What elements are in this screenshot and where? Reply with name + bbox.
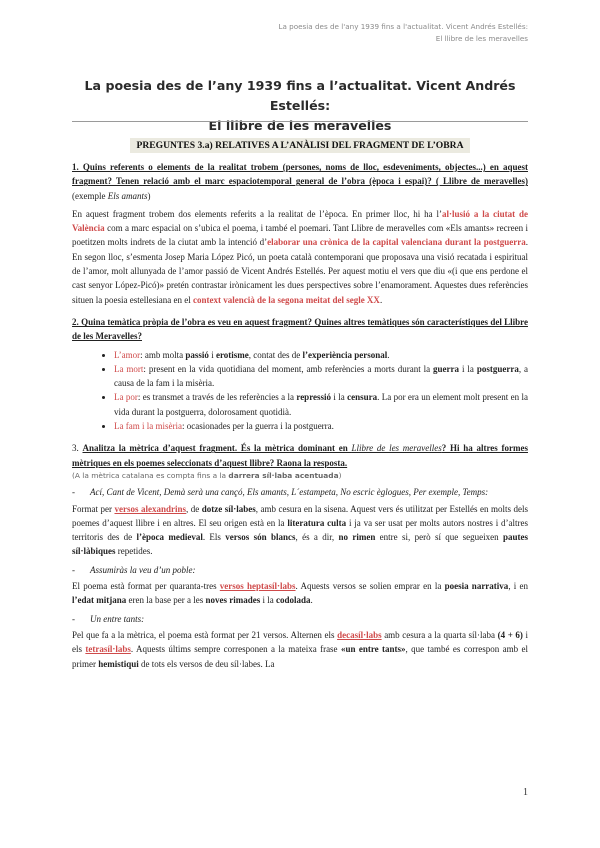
answer-bold: l’edat mitjana <box>72 595 127 606</box>
theme-label: La mort <box>114 363 144 374</box>
answer-bold: hemistiqui <box>98 658 139 669</box>
list-item <box>90 612 528 626</box>
answer-bold: poesia narrativa <box>444 581 509 592</box>
theme-label: La por <box>114 392 138 403</box>
answer-text: , de <box>185 503 202 514</box>
poems-group-2 <box>72 563 528 577</box>
answer-1-text-c: . En segon lloc, s’esmenta Josep Maria López Picó, un poeta català contemporani que proposava una visió recatada i espiritual de l’amor, molt allunyada de l’amor passió de Vicent Andrés Estellés. Per aquest motiu el vers que diu «(i que ens perdone el cast senyor López-Picó)» pretén contrastar irònicament les dues perspectives sobre l’enamorament. Aquestes dues referències situen la poesia estellesiana en el <box>72 237 528 305</box>
highlight-heptasillabs: versos heptasíl·labs <box>219 581 296 592</box>
list-item <box>90 563 528 577</box>
document-title-line2: El llibre de les meravelles <box>208 118 392 133</box>
answer-bold: codolada <box>275 595 311 606</box>
metrics-note-bold: darrera síl·laba acentuada <box>228 470 339 480</box>
theme-label: L’amor <box>114 349 141 360</box>
answer-1-text-b: com a marc espacial on s’ubica el poema, i també el poemari. Tant Llibre de meravelles com «Els amants» recreen i poetitzen molts indrets de la ciutat amb la intenció d’ <box>72 223 528 248</box>
metrics-note-end: ) <box>338 470 342 480</box>
theme-text: : es transmet a través de les referències a la <box>137 392 297 403</box>
theme-bold: repressió <box>296 392 332 403</box>
theme-text: i <box>208 349 216 360</box>
question-3-book-title: Llibre de les meravelles <box>351 443 442 454</box>
answer-bold: pautes síl·làbiques <box>72 532 528 557</box>
running-header-line2: El llibre de les meravelles <box>435 33 528 43</box>
answer-text: i la <box>260 595 276 606</box>
answer-text: de tots els versos de deu síl·labes. La <box>138 658 275 669</box>
answer-text: . <box>310 595 313 606</box>
answer-1-highlight-cronica: elaborar una crònica de la capital valenciana durant la postguerra <box>267 237 526 248</box>
list-item <box>114 419 528 433</box>
answer-1-highlight-valencia: al·lusió a la ciutat de València <box>72 208 528 234</box>
answer-text: entre si, però sí que segueixen <box>375 532 503 543</box>
answer-text: Pel que fa a la mètrica, el poema està format per 21 versos. Alternen els <box>72 629 338 640</box>
answer-text: , és a dir, <box>295 532 339 543</box>
answer-text: . Els <box>202 532 226 543</box>
theme-label: La fam i la misèria <box>114 421 182 432</box>
question-3-number: 3. <box>72 443 83 454</box>
theme-bold: erotisme <box>215 349 249 360</box>
section-heading <box>72 140 528 151</box>
theme-text: i la <box>459 363 477 374</box>
answer-bold: (4 + 6) <box>497 629 523 640</box>
answer-bold: l’època medieval <box>136 532 203 543</box>
highlight-tetrasillabs: tetrasíl·labs <box>85 644 131 655</box>
answer-text: Format per <box>72 503 115 514</box>
question-1-text: 1. Quins referents o elements de la realitat trobem (persones, noms de lloc, esdeveniments, objectes...) en aquest fragment? Tenen relació amb el marc espaciotemporal general de l’obra (època i espai)? ( Llibre de meravelles) <box>72 162 528 187</box>
metrics-answer-2 <box>72 579 528 608</box>
answer-bold: «un entre tants» <box>340 644 406 655</box>
answer-text: . Aquests versos se solien emprar en la <box>295 581 445 592</box>
answer-text: , que també es correspon amb el primer <box>72 644 528 669</box>
theme-text: i la <box>331 392 348 403</box>
list-item <box>90 485 528 499</box>
question-1 <box>72 160 528 203</box>
document-title-line1: La poesia des de l’any 1939 fins a l’actualitat. Vicent Andrés Estellés: <box>84 78 516 113</box>
answer-bold: no rimen <box>338 532 376 543</box>
document-body <box>72 160 528 679</box>
question-1-example-end: ) <box>147 190 151 201</box>
answer-1-highlight-context: context valencià de la segona meitat del segle XX <box>192 294 380 305</box>
theme-bold: censura <box>347 392 378 403</box>
title-divider <box>72 121 528 122</box>
theme-bold: postguerra <box>476 363 519 374</box>
theme-text: : present en la vida quotidiana del moment, amb referències a morts durant la <box>143 363 434 374</box>
answer-text: i els <box>72 629 529 655</box>
highlight-alexandrins: versos alexandrins <box>114 503 186 514</box>
question-1-example-title: Els amants <box>107 190 148 201</box>
theme-list <box>72 348 528 434</box>
theme-text: , a causa de la fam i la misèria. <box>114 363 528 389</box>
metrics-note-text: (A la mètrica catalana es compta fins a la <box>72 470 229 480</box>
theme-text: : amb molta <box>140 349 186 360</box>
question-3 <box>72 441 528 470</box>
metrics-answer-1 <box>72 502 528 559</box>
theme-text: . La por era un element molt present en la vida durant la postguerra, dolorosament quotidià. <box>114 392 529 417</box>
theme-text: , contat des de <box>248 349 303 360</box>
running-header <box>228 21 528 44</box>
answer-bold: noves rimades <box>205 595 261 606</box>
page-number: 1 <box>523 787 528 798</box>
answer-text: , amb cesura en la sisena. Aquest vers és utilitzat per Estellés en molts dels poemes d’aquest llibre i en altres. El seu origen està en la <box>72 503 529 528</box>
metrics-note <box>72 469 528 483</box>
poems-list-3: Un entre tants: <box>90 613 145 624</box>
theme-text: : ocasionades per la guerra i la postguerra. <box>181 421 334 432</box>
answer-bold: versos són blancs <box>225 532 296 543</box>
answer-text: El poema està format per quaranta-tres <box>72 581 220 592</box>
question-1-example: (exemple <box>72 190 108 201</box>
poems-group-3 <box>72 612 528 626</box>
highlight-decasillabs: decasíl·labs <box>337 629 382 640</box>
answer-text: amb cesura a la quarta síl·laba <box>381 629 498 640</box>
poems-group-1 <box>72 485 528 499</box>
answer-1 <box>72 207 528 307</box>
answer-1-text-a: En aquest fragment trobem dos elements referits a la realitat de l’època. En primer lloc, hi ha l’ <box>72 208 443 219</box>
answer-text: , i en <box>508 581 529 592</box>
theme-bold: passió <box>185 349 209 360</box>
answer-text: repetides. <box>115 546 153 557</box>
theme-bold: l’experiència personal <box>302 349 388 360</box>
question-3-text-b: ? Hi ha altres formes mètriques en els poemes seleccionats d’aquest llibre? Raona la resposta. <box>72 443 528 468</box>
theme-text: . <box>387 349 390 360</box>
answer-1-text-end: . <box>379 294 383 305</box>
running-header-line1: La poesia des de l'any 1939 fins a l'actualitat. Vicent Andrés Estellés: <box>278 22 528 31</box>
metrics-answer-3 <box>72 628 528 671</box>
answer-bold: dotze síl·labes <box>201 503 256 514</box>
poems-list-1: Ací, Cant de Vicent, Demà serà una cançó, Els amants, L´estampeta, No escric èglogues, Per exemple, Temps: <box>90 487 489 498</box>
question-3-text-a: Analitza la mètrica d’aquest fragment. És la mètrica dominant en <box>82 443 352 454</box>
section-heading-text: PREGUNTES 3.a) RELATIVES A L’ANÀLISI DEL FRAGMENT DE L’OBRA <box>130 138 469 153</box>
answer-text: eren la base per a les <box>126 595 206 606</box>
poems-list-2: Assumiràs la veu d’un poble: <box>90 564 196 575</box>
theme-bold: guerra <box>433 363 460 374</box>
answer-bold: literatura culta <box>287 517 347 528</box>
list-item <box>114 348 528 362</box>
list-item <box>114 390 528 419</box>
answer-text: i ja va ser usat per molts autors nostres i d’altres territoris des de <box>72 517 528 543</box>
document-title <box>72 76 528 136</box>
answer-text: . Aquests últims sempre corresponen a la mateixa frase <box>130 644 341 655</box>
question-2: 2. Quina temàtica pròpia de l’obra es veu en aquest fragment? Quines altres temàtiques són característiques del Llibre de les Meravelles? <box>72 316 528 342</box>
list-item <box>114 362 528 391</box>
